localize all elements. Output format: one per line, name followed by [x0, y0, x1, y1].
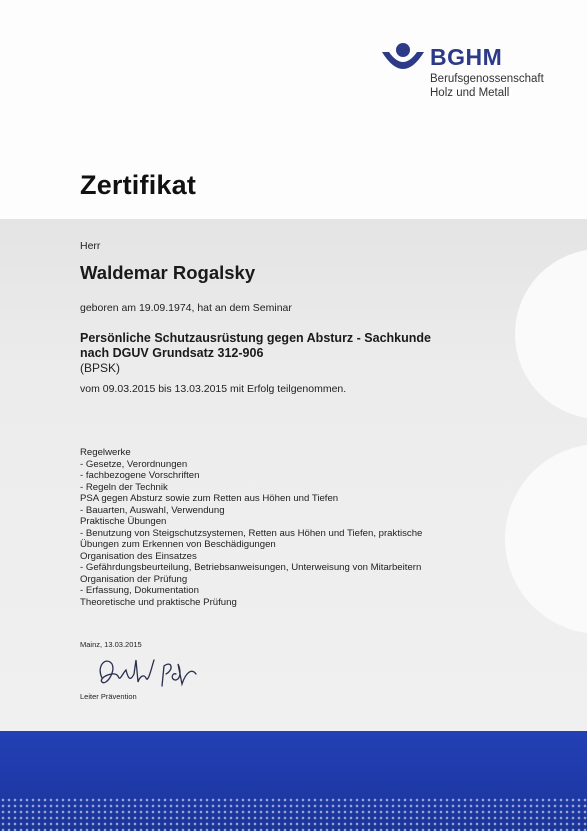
attendance-text: vom 09.03.2015 bis 13.03.2015 mit Erfolg teilgenommen.: [80, 383, 347, 395]
topic-line: Übungen zum Erkennen von Beschädigungen: [80, 539, 276, 550]
logo-title: BGHM: [430, 44, 503, 70]
topic-line: - Regeln der Technik: [80, 481, 168, 493]
topic-line: - Gefährdungsbeurteilung, Betriebsanweisungen, Unterweisung von Mitarbeitern: [80, 562, 422, 573]
topic-line: - Benutzung von Steigschutzsystemen, Retten aus Höhen und Tiefen, praktische: [80, 527, 423, 539]
bghm-logo: [380, 42, 570, 102]
topic-line: - Gesetze, Verordnungen: [80, 458, 188, 470]
topic-line: - Erfassung, Dokumentation: [80, 585, 199, 596]
seminar-title-line1: Persönliche Schutzausrüstung gegen Absturz - Sachkunde: [80, 331, 431, 345]
certificate-title: Zertifikat: [80, 170, 197, 200]
topic-line: Regelwerke: [80, 447, 131, 458]
bghm-logo-mark-icon: [380, 42, 426, 76]
topics-list: [80, 447, 422, 608]
place-and-date: Mainz, 13.03.2015: [80, 640, 142, 649]
decorative-circle-bottom: [505, 444, 587, 634]
topic-line: - fachbezogene Vorschriften: [80, 470, 200, 481]
logo-subtitle-line2: Holz und Metall: [430, 87, 510, 99]
seminar-code: (BPSK): [80, 361, 121, 375]
topic-line: Theoretische und praktische Prüfung: [80, 596, 237, 608]
topic-line: Organisation der Prüfung: [80, 573, 188, 585]
handwritten-signature: [92, 652, 212, 696]
seminar-title-line2: nach DGUV Grundsatz 312-906: [80, 346, 264, 360]
topic-line: Organisation des Einsatzes: [80, 550, 197, 562]
signer-role: Leiter Prävention: [80, 692, 137, 701]
birth-date-text: geboren am 19.09.1974, hat an dem Seminar: [80, 302, 292, 314]
decorative-circle-top: [515, 249, 587, 419]
salutation: Herr: [80, 240, 101, 252]
recipient-name: Waldemar Rogalsky: [80, 262, 256, 283]
topic-line: PSA gegen Absturz sowie zum Retten aus Höhen und Tiefen: [80, 493, 339, 504]
topic-line: Praktische Übungen: [80, 516, 167, 527]
logo-subtitle-line1: Berufsgenossenschaft: [430, 73, 544, 85]
topic-line: - Bauarten, Auswahl, Verwendung: [80, 504, 225, 516]
footer-dot-pattern: [0, 797, 587, 831]
